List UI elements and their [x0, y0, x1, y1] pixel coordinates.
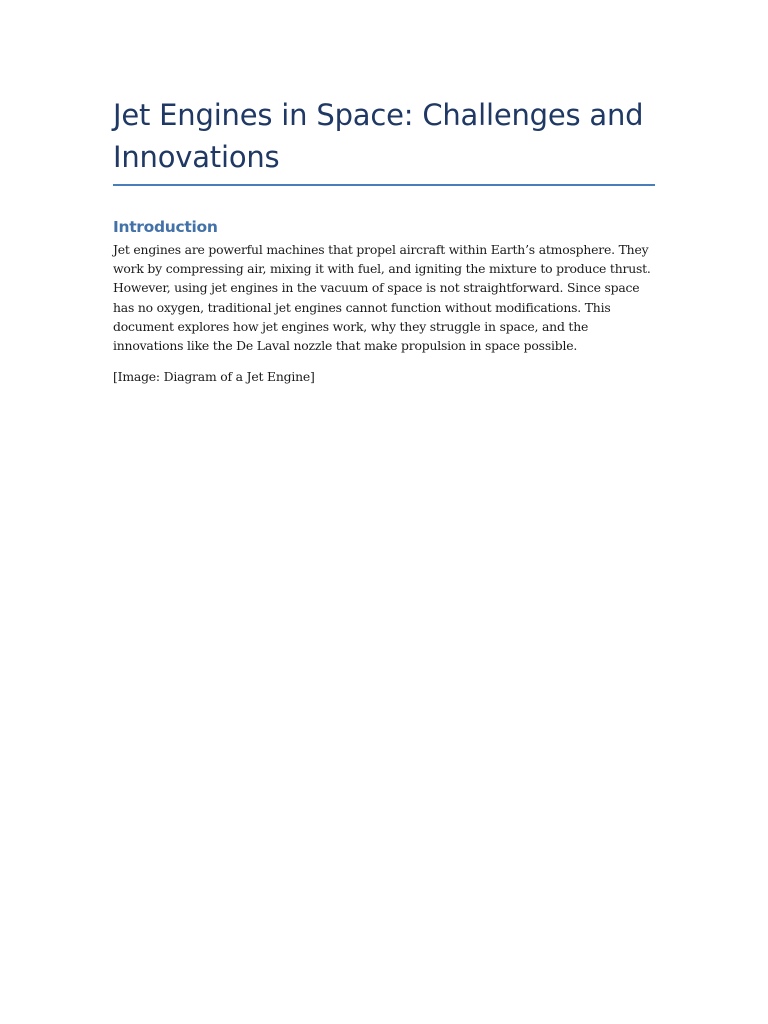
title-divider — [113, 184, 655, 186]
document-content — [113, 94, 655, 386]
document-title: Jet Engines in Space: Challenges and Innovations — [113, 98, 644, 174]
image-placeholder-caption: [Image: Diagram of a Jet Engine] — [113, 369, 315, 385]
introduction-paragraph: Jet engines are powerful machines that propel aircraft within Earth’s atmosphere. They work by compressing air, mixing it with fuel, and igniting the mixture to produce thrust. However, using jet engines in the vacuum of space is not straightforward. Since space has no oxygen, traditional jet engines cannot function without modifications. This document explores how jet engines work, why they struggle in space, and the innovations like the De Laval nozzle that make propulsion in space possible. — [113, 242, 651, 354]
section-heading-introduction: Introduction — [113, 218, 218, 236]
